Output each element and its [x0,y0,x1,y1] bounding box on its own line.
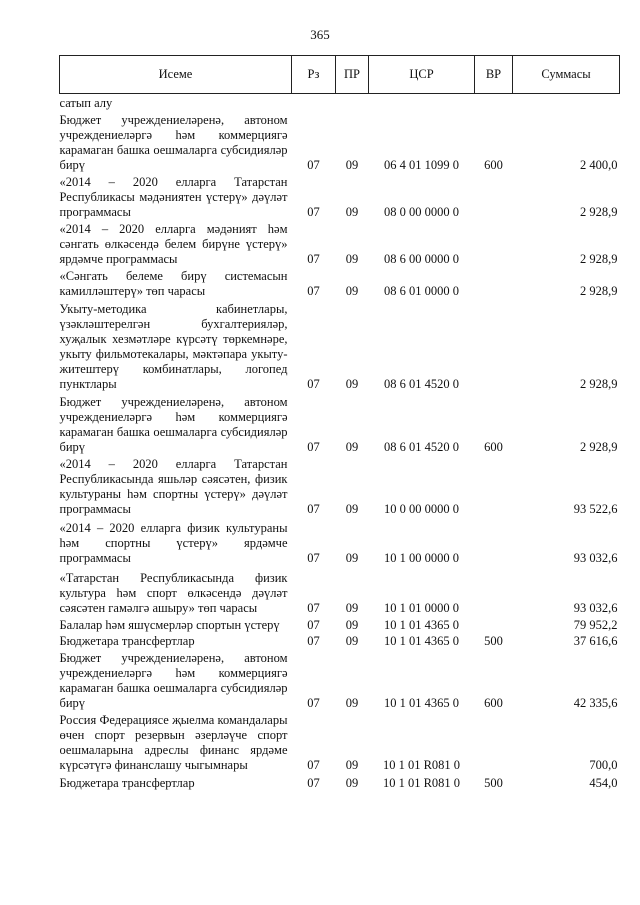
cell-csr: 06 4 01 1099 0 [384,158,459,172]
cell-name: «2014 – 2020 елларга мәдәният һәм сәнгать өлкәсендә белем бирүне үстерү» ярдәмче программасы [59,222,288,266]
cell-pr: 09 [345,205,359,219]
cell-csr: 10 1 01 4365 0 [384,618,459,632]
table-row [60,616,620,633]
cell-vr [475,299,513,392]
table-row [60,267,620,299]
cell-name: Россия Федерациясе җыелма командалары өчен спорт резервын әзерләүче спорт оешмаларына адреслы финанс ярдәме күрсәтүгә финанслашу чыгымнары [59,713,288,772]
table-row [60,517,620,566]
cell-sum: 2 928,9 [580,440,618,454]
cell-rz: 07 [307,205,320,219]
cell-csr [369,94,475,112]
page-number: 365 [310,27,330,42]
table-row [60,455,620,517]
budget-table [59,55,620,791]
cell-vr: 500 [484,634,503,648]
cell-sum: 79 952,2 [573,618,618,632]
cell-sum: 2 400,0 [580,158,618,172]
cell-pr: 09 [345,377,359,391]
table-row [60,649,620,711]
table-row [60,94,620,112]
cell-pr: 09 [345,618,359,632]
cell-vr: 600 [484,158,503,172]
header-vr: ВР [475,56,513,94]
table-row [60,299,620,392]
cell-rz: 07 [307,502,320,516]
cell-sum: 2 928,9 [580,284,618,298]
cell-name: «2014 – 2020 елларга Татарстан Республикасында яшьләр сәясәтен, физик культураны һәм спортны үстерү» дәүләт программасы [59,457,288,516]
cell-rz: 07 [307,758,320,772]
cell-pr: 09 [345,696,359,710]
cell-vr [475,94,513,112]
table-row [60,392,620,455]
cell-sum [513,94,620,112]
cell-name: «Сәнгать белеме бирү системасын камилләштерү» төп чарасы [59,269,288,298]
cell-name: «Татарстан Республикасында физик культура һәм спорт өлкәсендә дәүләт сәясәтен гамәлгә ашыру» төп чарасы [59,571,288,615]
cell-csr: 08 6 01 4520 0 [384,377,459,391]
cell-rz: 07 [307,551,320,565]
table-row [60,111,620,173]
table-row [60,633,620,649]
cell-name: Бюджет учреждениеләренә, автоном учреждениеләргә һәм коммерциягә карамаган башка оешмаларга субсидияләр бирү [59,651,288,710]
cell-vr [475,711,513,773]
table-row [60,173,620,220]
cell-sum: 42 335,6 [573,696,618,710]
cell-vr [475,173,513,220]
cell-csr: 08 0 00 0000 0 [384,205,459,219]
cell-rz [292,94,336,112]
header-pr: ПР [336,56,369,94]
cell-vr [475,517,513,566]
cell-name: «2014 – 2020 елларга Татарстан Республикасы мәдәниятен үстерү» дәүләт программасы [59,175,288,219]
cell-csr: 08 6 00 0000 0 [384,252,459,266]
cell-vr [475,566,513,616]
cell-rz: 07 [307,377,320,391]
cell-name: Бюджет учреждениеләренә, автоном учреждениеләргә һәм коммерциягә карамаган башка оешмаларга субсидияләр бирү [59,395,288,454]
cell-rz: 07 [307,252,320,266]
cell-csr: 10 1 01 4365 0 [384,696,459,710]
cell-csr: 08 6 01 0000 0 [384,284,459,298]
cell-pr: 09 [345,776,359,790]
cell-csr: 10 0 00 0000 0 [384,502,459,516]
table-row [60,220,620,267]
cell-rz: 07 [307,696,320,710]
cell-vr: 600 [484,440,503,454]
cell-name: Бюджет учреждениеләренә, автоном учреждениеләргә һәм коммерциягә карамаган башка оешмаларга субсидияләр бирү [59,113,288,172]
cell-csr: 08 6 01 4520 0 [384,440,459,454]
cell-vr [475,616,513,633]
cell-pr: 09 [345,284,359,298]
cell-vr: 600 [484,696,503,710]
cell-pr: 09 [345,758,359,772]
cell-pr [336,94,369,112]
cell-csr: 10 1 01 R081 0 [382,776,461,790]
cell-sum: 37 616,6 [573,634,618,648]
cell-sum: 2 928,9 [580,205,618,219]
cell-name: Укыту-методика кабинетлары, үзәкләштерелгән бухгалтерияләр, хуҗалык хезмәтләре күрсәтү төркемнәре, укыту фильмотекалары, мәктәпара укыту-житештерү комбинатлары, логопед пунктлары [59,302,288,391]
header-name: Исеме [60,56,292,94]
cell-rz: 07 [307,601,320,615]
cell-sum: 2 928,9 [580,252,618,266]
cell-pr: 09 [345,158,359,172]
cell-pr: 09 [345,551,359,565]
cell-sum: 93 032,6 [573,551,618,565]
cell-pr: 09 [345,502,359,516]
cell-sum: 2 928,9 [580,377,618,391]
table-row [60,711,620,773]
cell-csr: 10 1 01 R081 0 [382,758,461,772]
cell-rz: 07 [307,284,320,298]
header-sum: Суммасы [513,56,620,94]
cell-rz: 07 [307,440,320,454]
cell-vr [475,455,513,517]
header-csr: ЦСР [369,56,475,94]
cell-csr: 10 1 00 0000 0 [384,551,459,565]
cell-pr: 09 [345,252,359,266]
cell-name: Балалар һәм яшүсмерләр спортын үстерү [59,618,280,632]
cell-vr [475,267,513,299]
cell-vr: 500 [484,776,503,790]
cell-pr: 09 [345,634,359,648]
cell-pr: 09 [345,601,359,615]
cell-name: Бюджетара трансфертлар [59,776,195,790]
cell-rz: 07 [307,776,320,790]
table-header-row [60,56,620,94]
table-row [60,566,620,616]
cell-pr: 09 [345,440,359,454]
cell-rz: 07 [307,634,320,648]
cell-sum: 700,0 [589,758,618,772]
cell-name: Бюджетара трансфертлар [59,634,195,648]
cell-rz: 07 [307,618,320,632]
cell-sum: 93 522,6 [573,502,618,516]
cell-vr [475,220,513,267]
cell-sum: 454,0 [589,776,618,790]
cell-csr: 10 1 01 0000 0 [384,601,459,615]
cell-csr: 10 1 01 4365 0 [384,634,459,648]
header-rz: Рз [292,56,336,94]
cell-name: сатып алу [59,96,113,110]
cell-sum: 93 032,6 [573,601,618,615]
cell-rz: 07 [307,158,320,172]
table-row [60,773,620,791]
cell-name: «2014 – 2020 елларга физик культураны һәм спортны үстерү» ярдәмче программасы [59,521,288,565]
